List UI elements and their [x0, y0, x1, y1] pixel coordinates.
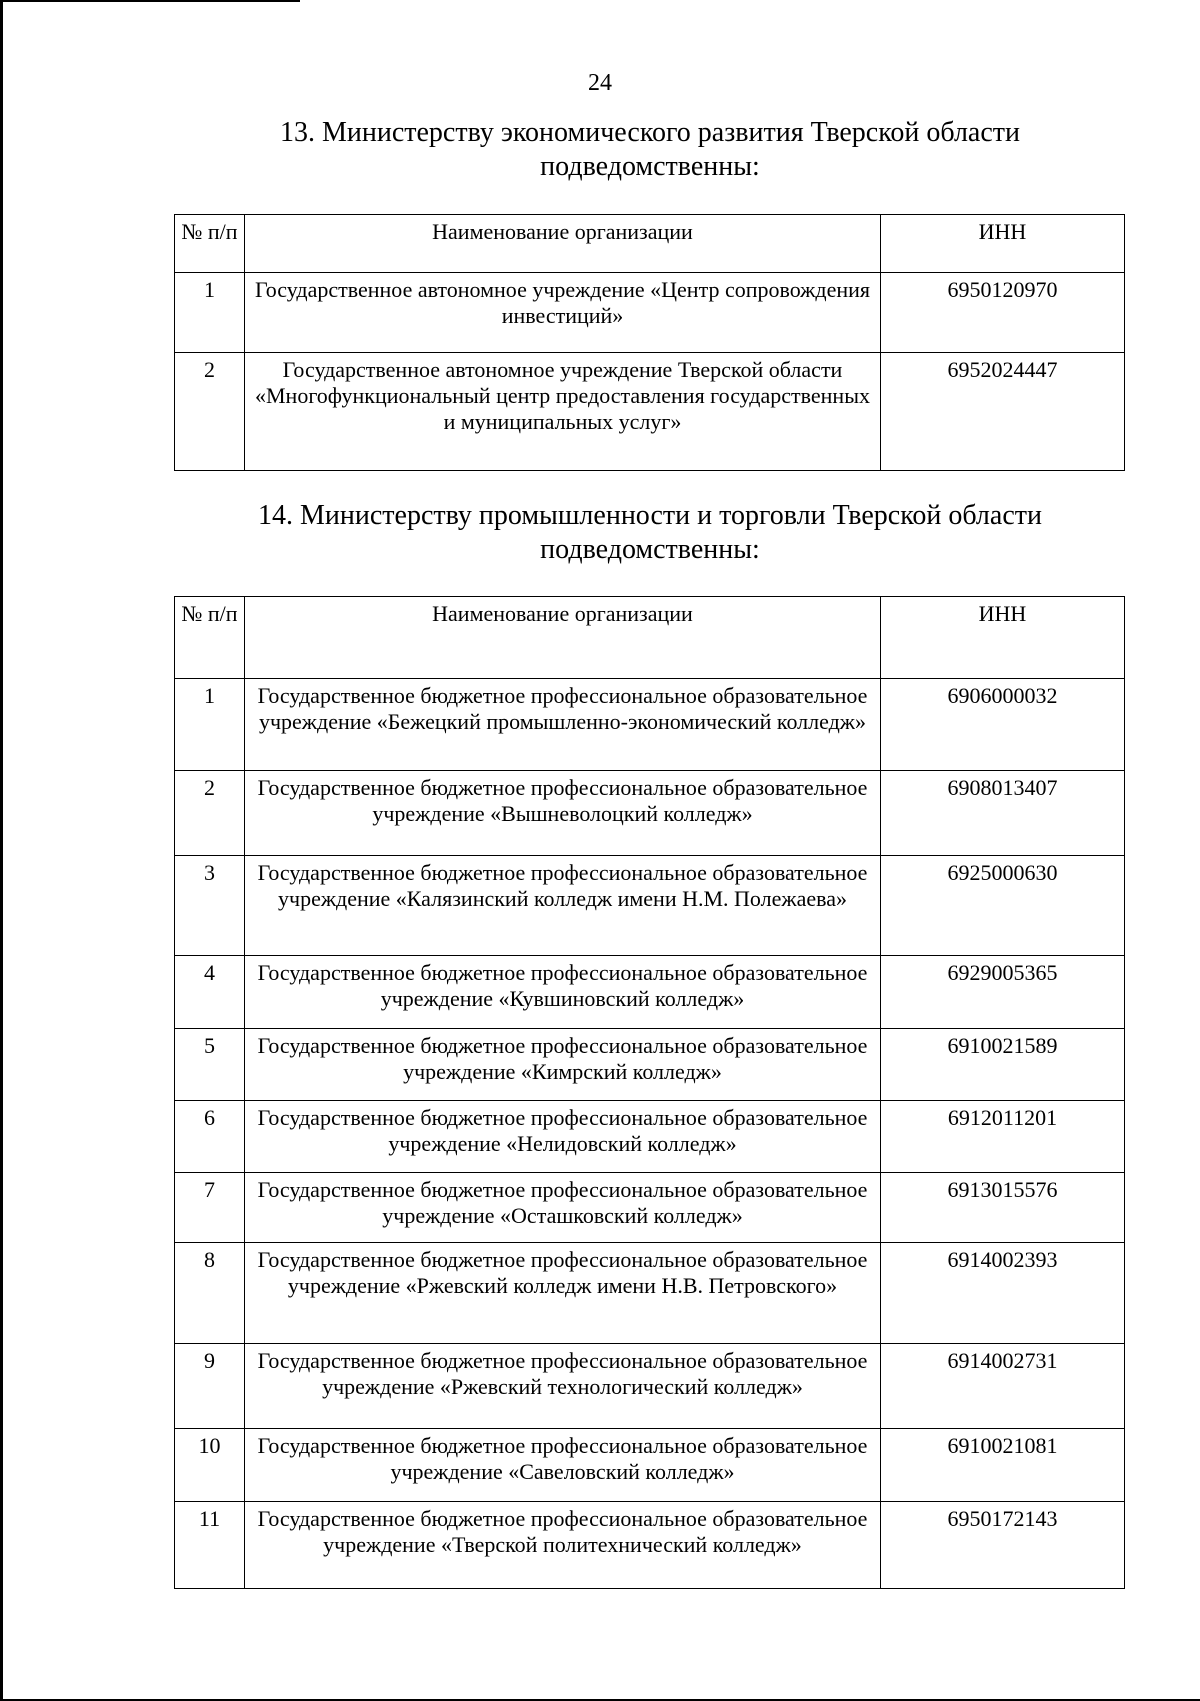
- table-row: [175, 353, 1125, 471]
- row-inn: 6908013407: [881, 771, 1125, 856]
- row-org-name: Государственное бюджетное профессиональное образовательное учреждение «Калязинский колледж имени Н.М. Полежаева»: [245, 856, 881, 956]
- section-title-line-1: 13. Министерству экономического развития Тверской области: [279, 117, 1020, 148]
- section-title-line-2: подведомственны:: [540, 534, 760, 565]
- row-num: 8: [175, 1243, 245, 1344]
- row-num: 10: [175, 1429, 245, 1502]
- row-org-name: Государственное бюджетное профессиональное образовательное учреждение «Ржевский колледж имени Н.В. Петровского»: [245, 1243, 881, 1344]
- row-inn: 6929005365: [881, 956, 1125, 1029]
- row-num: 9: [175, 1344, 245, 1429]
- section-14-table: [174, 596, 1125, 1589]
- table-header-row: [175, 215, 1125, 273]
- table-row: [175, 1344, 1125, 1429]
- row-org-name: Государственное бюджетное профессиональное образовательное учреждение «Кимрский колледж»: [245, 1029, 881, 1101]
- row-org-name: Государственное автономное учреждение «Центр сопровождения инвестиций»: [245, 273, 881, 353]
- row-inn: 6914002731: [881, 1344, 1125, 1429]
- row-num: 11: [175, 1502, 245, 1589]
- row-inn: 6912011201: [881, 1101, 1125, 1173]
- section-14-heading: [230, 499, 1070, 567]
- row-num: 4: [175, 956, 245, 1029]
- table-row: [175, 273, 1125, 353]
- section-title-line-2: подведомственны:: [540, 151, 760, 182]
- row-inn: 6906000032: [881, 679, 1125, 771]
- row-org-name: Государственное бюджетное профессиональное образовательное учреждение «Бежецкий промышленно-экономический колледж»: [245, 679, 881, 771]
- row-num: 7: [175, 1173, 245, 1243]
- row-num: 3: [175, 856, 245, 956]
- row-org-name: Государственное бюджетное профессиональное образовательное учреждение «Ржевский технологический колледж»: [245, 1344, 881, 1429]
- row-org-name: Государственное бюджетное профессиональное образовательное учреждение «Тверской политехнический колледж»: [245, 1502, 881, 1589]
- row-inn: 6913015576: [881, 1173, 1125, 1243]
- row-org-name: Государственное бюджетное профессиональное образовательное учреждение «Вышневолоцкий колледж»: [245, 771, 881, 856]
- scan-edge-left: [0, 0, 3, 1701]
- row-org-name: Государственное автономное учреждение Тверской области «Многофункциональный центр предоставления государственных и муниципальных услуг»: [245, 353, 881, 471]
- column-header-inn: ИНН: [881, 215, 1125, 273]
- row-num: 2: [175, 771, 245, 856]
- table-header-row: [175, 597, 1125, 679]
- table-row: [175, 1429, 1125, 1502]
- table-row: [175, 1502, 1125, 1589]
- column-header-name: Наименование организации: [245, 215, 881, 273]
- column-header-inn: ИНН: [881, 597, 1125, 679]
- row-inn: 6914002393: [881, 1243, 1125, 1344]
- table-row: [175, 771, 1125, 856]
- column-header-num: № п/п: [175, 597, 245, 679]
- row-num: 5: [175, 1029, 245, 1101]
- table-row: [175, 1029, 1125, 1101]
- section-title-line-1: 14. Министерству промышленности и торговли Тверской области: [258, 500, 1042, 531]
- row-inn: 6910021589: [881, 1029, 1125, 1101]
- section-13-table: [174, 214, 1125, 471]
- row-inn: 6950172143: [881, 1502, 1125, 1589]
- column-header-name: Наименование организации: [245, 597, 881, 679]
- section-13-heading: [230, 116, 1070, 184]
- row-inn: 6950120970: [881, 273, 1125, 353]
- row-inn: 6925000630: [881, 856, 1125, 956]
- table-row: [175, 1173, 1125, 1243]
- table-row: [175, 679, 1125, 771]
- scan-edge-top: [0, 0, 300, 2]
- table-row: [175, 956, 1125, 1029]
- row-inn: 6952024447: [881, 353, 1125, 471]
- table-row: [175, 1101, 1125, 1173]
- row-num: 1: [175, 273, 245, 353]
- column-header-num: № п/п: [175, 215, 245, 273]
- row-org-name: Государственное бюджетное профессиональное образовательное учреждение «Кувшиновский колледж»: [245, 956, 881, 1029]
- page-number: 24: [588, 70, 612, 96]
- row-num: 6: [175, 1101, 245, 1173]
- row-num: 1: [175, 679, 245, 771]
- row-org-name: Государственное бюджетное профессиональное образовательное учреждение «Осташковский колледж»: [245, 1173, 881, 1243]
- row-num: 2: [175, 353, 245, 471]
- row-inn: 6910021081: [881, 1429, 1125, 1502]
- table-row: [175, 856, 1125, 956]
- row-org-name: Государственное бюджетное профессиональное образовательное учреждение «Савеловский колледж»: [245, 1429, 881, 1502]
- table-row: [175, 1243, 1125, 1344]
- row-org-name: Государственное бюджетное профессиональное образовательное учреждение «Нелидовский колледж»: [245, 1101, 881, 1173]
